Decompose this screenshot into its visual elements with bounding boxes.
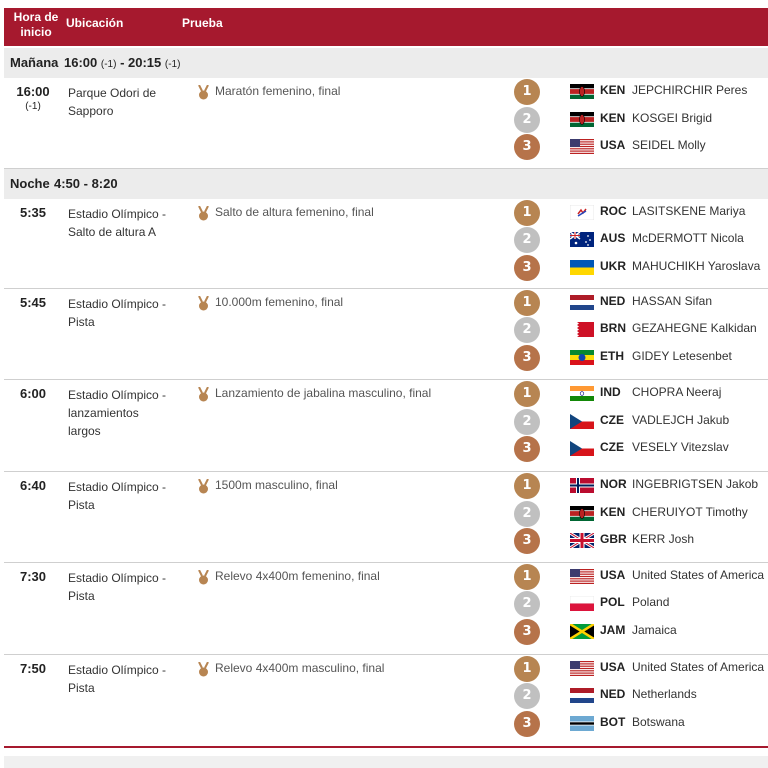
venue-line-2: Pista (68, 681, 95, 695)
india-flag-icon (570, 386, 594, 401)
venue-line-1: Estadio Olímpico - (68, 207, 167, 221)
czech-flag-icon (570, 414, 594, 429)
medal-event-icon (198, 387, 209, 402)
event-time (4, 84, 62, 112)
medal-event-icon (198, 296, 209, 311)
session-range (64, 48, 180, 80)
country-code: AUS (600, 231, 626, 245)
event-name-text: 10.000m femenino, final (215, 295, 344, 309)
event-venue (68, 295, 188, 331)
event-time-value: 6:40 (19, 478, 47, 493)
session-range-start: 16:00 (64, 55, 98, 70)
country-code: BRN (600, 321, 626, 335)
bronze-medal-icon: 3 (514, 255, 540, 281)
event-time-value: 5:35 (19, 205, 47, 220)
gold-medal-icon: 1 (514, 564, 540, 590)
event-time-value: 7:50 (19, 661, 47, 676)
header-event: Prueba (182, 16, 223, 30)
roc-flag-icon (570, 205, 594, 220)
athlete-name[interactable]: GEZAHEGNE Kalkidan (632, 321, 757, 335)
event-time (4, 478, 62, 493)
session-label: Noche (10, 176, 50, 191)
athlete-name[interactable]: GIDEY Letesenbet (632, 349, 732, 363)
event-time (4, 569, 62, 584)
event-name-text: Relevo 4x400m masculino, final (215, 661, 385, 675)
event-row (4, 78, 768, 169)
event-venue (68, 569, 188, 605)
country-code: ROC (600, 204, 627, 218)
table-bottom-border (4, 746, 768, 748)
medal-event-icon (198, 85, 209, 100)
event-venue (68, 84, 188, 120)
country-code: USA (600, 660, 626, 674)
event-time-suffix: (-1) (25, 101, 41, 112)
athlete-name[interactable]: VADLEJCH Jakub (632, 413, 730, 427)
medalist-row-silver (514, 408, 764, 435)
session-range: 4:50 - 8:20 (54, 176, 118, 191)
medalist-row-bronze (514, 527, 764, 554)
bronze-medal-icon: 3 (514, 528, 540, 554)
session-morning (4, 48, 768, 78)
athlete-name[interactable]: SEIDEL Molly (632, 138, 706, 152)
gold-medal-icon: 1 (514, 473, 540, 499)
athlete-name[interactable]: Netherlands (632, 687, 697, 701)
country-code: GBR (600, 532, 627, 546)
netherlands-flag-icon (570, 295, 594, 310)
event-name-text: Relevo 4x400m femenino, final (215, 569, 380, 583)
kenya-flag-icon (570, 84, 594, 99)
country-code: USA (600, 568, 626, 582)
country-code: JAM (600, 623, 626, 637)
medalist-row-bronze (514, 618, 764, 645)
venue-line-2: Pista (68, 498, 95, 512)
athlete-name[interactable]: LASITSKENE Mariya (632, 204, 746, 218)
medalist-row-silver (514, 590, 764, 617)
event-time (4, 295, 62, 310)
athlete-name[interactable]: Jamaica (632, 623, 677, 637)
venue-line-2: Pista (68, 315, 95, 329)
medalist-row-gold (514, 78, 764, 105)
event-venue (68, 478, 188, 514)
event-time-value: 5:45 (19, 295, 47, 310)
country-code: BOT (600, 715, 626, 729)
kenya-flag-icon (570, 506, 594, 521)
session-evening (4, 169, 768, 199)
session-range-start-suffix: (-1) (100, 59, 117, 70)
silver-medal-icon: 2 (514, 409, 540, 435)
athlete-name[interactable]: JEPCHIRCHIR Peres (632, 83, 748, 97)
country-code: NED (600, 687, 626, 701)
header-start-time-line1: Hora de (13, 10, 59, 24)
venue-line-2: Salto de altura A (68, 225, 157, 239)
bronze-medal-icon: 3 (514, 134, 540, 160)
ukraine-flag-icon (570, 260, 594, 275)
footer-bar (4, 756, 768, 768)
athlete-name[interactable]: CHERUIYOT Timothy (632, 505, 748, 519)
gold-medal-icon: 1 (514, 656, 540, 682)
gold-medal-icon: 1 (514, 200, 540, 226)
norway-flag-icon (570, 478, 594, 493)
medalist-row-silver (514, 106, 764, 133)
venue-line-2: Pista (68, 589, 95, 603)
australia-flag-icon (570, 232, 594, 247)
venue-line-1: Parque Odori de (68, 86, 157, 100)
medalist-row-gold (514, 199, 764, 226)
venue-line-1: Estadio Olímpico - (68, 663, 167, 677)
event-row (4, 472, 768, 563)
medal-event-icon (198, 662, 209, 677)
medalist-row-silver (514, 226, 764, 253)
venue-line-1: Estadio Olímpico - (68, 297, 167, 311)
bronze-medal-icon: 3 (514, 345, 540, 371)
country-code: NED (600, 294, 626, 308)
session-range-end-suffix: (-1) (164, 59, 181, 70)
usa-flag-icon (570, 139, 594, 154)
medalist-row-silver (514, 682, 764, 709)
event-name[interactable] (198, 84, 340, 100)
medalist-row-gold (514, 563, 764, 590)
athlete-name[interactable]: United States of America (632, 660, 765, 674)
medalist-row-gold (514, 289, 764, 316)
venue-line-2: Sapporo (68, 104, 114, 118)
bronze-medal-icon: 3 (514, 619, 540, 645)
usa-flag-icon (570, 569, 594, 584)
header-start-time-line2: inicio (20, 25, 52, 39)
botswana-flag-icon (570, 716, 594, 731)
country-code: USA (600, 138, 626, 152)
silver-medal-icon: 2 (514, 683, 540, 709)
venue-line-1: Estadio Olímpico - (68, 388, 167, 402)
venue-line-1: Estadio Olímpico - (68, 571, 167, 585)
country-code: KEN (600, 83, 626, 97)
athlete-name[interactable]: Poland (632, 595, 670, 609)
medalist-row-gold (514, 472, 764, 499)
header-start-time (10, 10, 62, 40)
venue-line-1: Estadio Olímpico - (68, 480, 167, 494)
athlete-name[interactable]: CHOPRA Neeraj (632, 385, 722, 399)
athlete-name[interactable]: MAHUCHIKH Yaroslava (632, 259, 761, 273)
event-row (4, 289, 768, 380)
athlete-name[interactable]: KERR Josh (632, 532, 695, 546)
medalist-row-bronze (514, 133, 764, 160)
athlete-name[interactable]: INGEBRIGTSEN Jakob (632, 477, 759, 491)
event-venue (68, 661, 188, 697)
event-row (4, 563, 768, 655)
event-name-text: Maratón femenino, final (215, 84, 341, 98)
country-code: ETH (600, 349, 624, 363)
event-row (4, 380, 768, 472)
athlete-name[interactable]: KOSGEI Brigid (632, 111, 713, 125)
event-time (4, 386, 62, 401)
athlete-name[interactable]: VESELY Vitezslav (632, 440, 729, 454)
event-time-value: 6:00 (19, 386, 47, 401)
medalist-row-silver (514, 500, 764, 527)
country-code: UKR (600, 259, 626, 273)
country-code: CZE (600, 413, 624, 427)
silver-medal-icon: 2 (514, 107, 540, 133)
usa-flag-icon (570, 661, 594, 676)
schedule-header (4, 8, 768, 46)
medalist-row-bronze (514, 254, 764, 281)
event-name[interactable] (198, 661, 384, 677)
event-row (4, 199, 768, 289)
country-code: NOR (600, 477, 627, 491)
medal-event-icon (198, 479, 209, 494)
medalist-row-bronze (514, 435, 764, 462)
country-code: CZE (600, 440, 624, 454)
netherlands-flag-icon (570, 688, 594, 703)
medal-event-icon (198, 570, 209, 585)
bronze-medal-icon: 3 (514, 711, 540, 737)
event-venue (68, 205, 188, 241)
country-code: KEN (600, 111, 626, 125)
kenya-flag-icon (570, 112, 594, 127)
gold-medal-icon: 1 (514, 381, 540, 407)
silver-medal-icon: 2 (514, 227, 540, 253)
event-name[interactable] (198, 295, 343, 311)
event-time-value: 16:00 (16, 84, 50, 99)
event-row (4, 655, 768, 745)
venue-line-2: lanzamientos (68, 406, 139, 420)
ethiopia-flag-icon (570, 350, 594, 365)
event-name-text: Salto de altura femenino, final (215, 205, 374, 219)
uk-flag-icon (570, 533, 594, 548)
event-name[interactable] (198, 205, 374, 221)
silver-medal-icon: 2 (514, 501, 540, 527)
event-name-text: Lanzamiento de jabalina masculino, final (215, 386, 432, 400)
athlete-name[interactable]: Botswana (632, 715, 685, 729)
country-code: KEN (600, 505, 626, 519)
event-name-text: 1500m masculino, final (215, 478, 338, 492)
event-name[interactable] (198, 478, 338, 494)
czech-flag-icon (570, 441, 594, 456)
event-time (4, 661, 62, 676)
medalist-row-gold (514, 655, 764, 682)
gold-medal-icon: 1 (514, 79, 540, 105)
event-venue (68, 386, 188, 440)
event-name[interactable] (198, 569, 380, 585)
silver-medal-icon: 2 (514, 317, 540, 343)
bronze-medal-icon: 3 (514, 436, 540, 462)
session-label: Mañana (10, 55, 59, 70)
event-name[interactable] (198, 386, 431, 402)
header-location: Ubicación (66, 16, 124, 30)
country-code: IND (600, 385, 621, 399)
medalist-row-bronze (514, 710, 764, 737)
medal-event-icon (198, 206, 209, 221)
session-range-end: - 20:15 (120, 55, 162, 70)
jamaica-flag-icon (570, 624, 594, 639)
country-code: POL (600, 595, 625, 609)
venue-line-3: largos (68, 424, 101, 438)
athlete-name[interactable]: United States of America (632, 568, 765, 582)
gold-medal-icon: 1 (514, 290, 540, 316)
event-time-value: 7:30 (19, 569, 47, 584)
poland-flag-icon (570, 596, 594, 611)
athlete-name[interactable]: McDERMOTT Nicola (632, 231, 744, 245)
silver-medal-icon: 2 (514, 591, 540, 617)
event-time (4, 205, 62, 220)
medalist-row-silver (514, 316, 764, 343)
bahrain-flag-icon (570, 322, 594, 337)
athlete-name[interactable]: HASSAN Sifan (632, 294, 713, 308)
medalist-row-bronze (514, 344, 764, 371)
medalist-row-gold (514, 380, 764, 407)
